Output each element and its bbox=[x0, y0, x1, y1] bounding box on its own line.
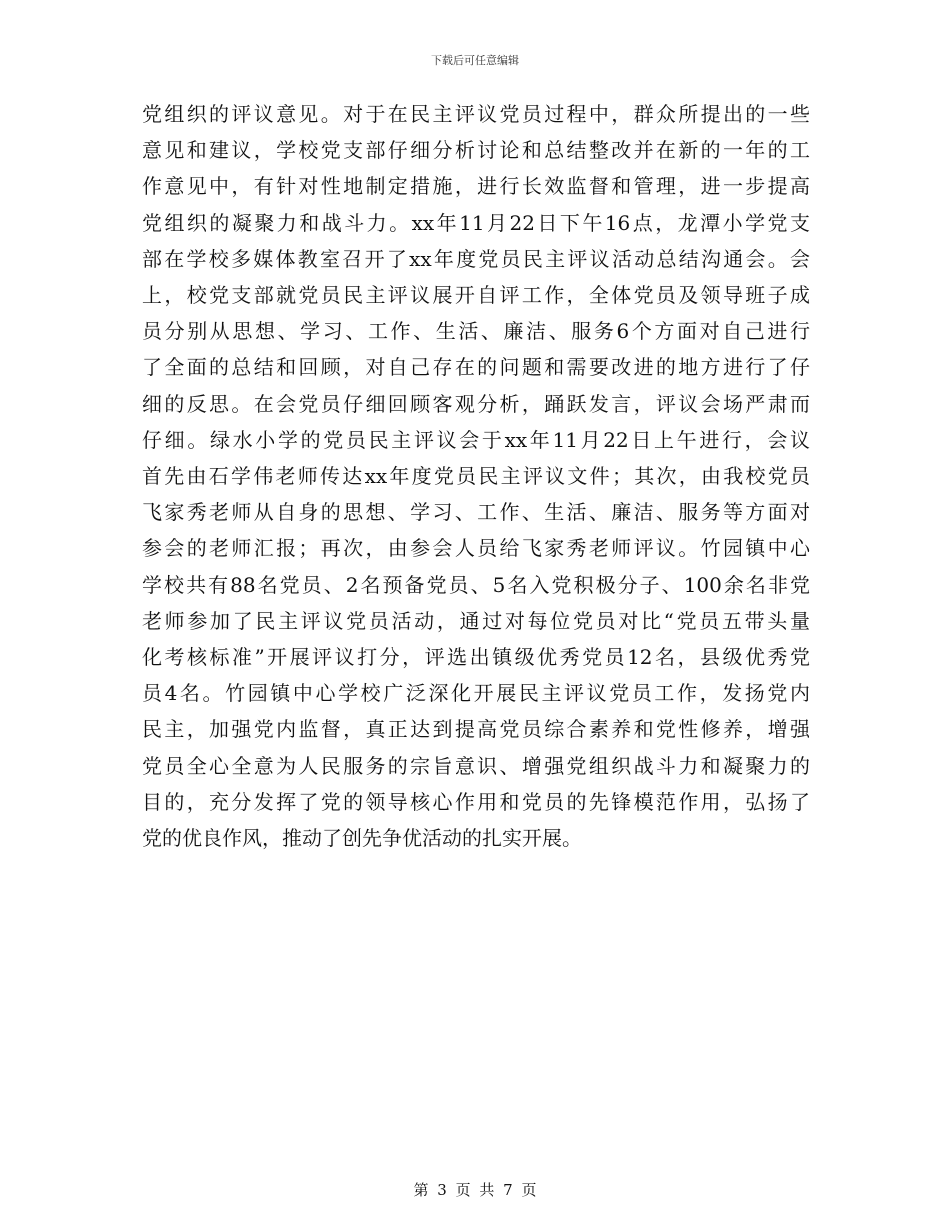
text-line: 仔细。绿水小学的党员民主评议会于xx年11月22日上午进行，会议 bbox=[142, 427, 810, 452]
text-line: 党员全心全意为人民服务的宗旨意识、增强党组织战斗力和凝聚力的 bbox=[142, 753, 810, 778]
text-line: 员4名。竹园镇中心学校广泛深化开展民主评议党员工作，发扬党内 bbox=[142, 681, 810, 706]
text-line: 首先由石学伟老师传达xx年度党员民主评议文件；其次，由我校党员 bbox=[142, 464, 810, 489]
body-text bbox=[142, 96, 810, 856]
text-line-last: 党的优良作风，推动了创先争优活动的扎实开展。 bbox=[142, 826, 582, 851]
text-line: 党组织的凝聚力和战斗力。xx年11月22日下午16点，龙潭小学党支 bbox=[142, 210, 810, 235]
text-line: 参会的老师汇报；再次，由参会人员给飞家秀老师评议。竹园镇中心 bbox=[142, 536, 810, 561]
text-line: 上，校党支部就党员民主评议展开自评工作，全体党员及领导班子成 bbox=[142, 283, 810, 308]
text-line: 化考核标准”开展评议打分，评选出镇级优秀党员12名，县级优秀党 bbox=[142, 645, 810, 670]
text-line: 了全面的总结和回顾，对自己存在的问题和需要改进的地方进行了仔 bbox=[142, 355, 810, 380]
text-line: 学校共有88名党员、2名预备党员、5名入党积极分子、100余名非党 bbox=[142, 572, 810, 597]
text-line: 员分别从思想、学习、工作、生活、廉洁、服务6个方面对自己进行 bbox=[142, 319, 810, 344]
text-line: 飞家秀老师从自身的思想、学习、工作、生活、廉洁、服务等方面对 bbox=[142, 500, 810, 525]
text-line: 部在学校多媒体教室召开了xx年度党员民主评议活动总结沟通会。会 bbox=[142, 246, 810, 271]
page-header-note: 下载后可任意编辑 bbox=[431, 54, 519, 67]
page-number-footer: 第 3 页 共 7 页 bbox=[413, 1181, 537, 1199]
text-line: 老师参加了民主评议党员活动，通过对每位党员对比“党员五带头量 bbox=[142, 608, 810, 633]
text-line: 作意见中，有针对性地制定措施，进行长效监督和管理，进一步提高 bbox=[142, 174, 810, 199]
text-line: 意见和建议，学校党支部仔细分析讨论和总结整改并在新的一年的工 bbox=[142, 138, 810, 163]
text-line: 目的，充分发挥了党的领导核心作用和党员的先锋模范作用，弘扬了 bbox=[142, 789, 810, 814]
text-line: 党组织的评议意见。对于在民主评议党员过程中，群众所提出的一些 bbox=[142, 102, 810, 126]
text-line: 民主，加强党内监督，真正达到提高党员综合素养和党性修养，增强 bbox=[142, 717, 810, 742]
text-line: 细的反思。在会党员仔细回顾客观分析，踊跃发言，评议会场严肃而 bbox=[142, 391, 810, 416]
